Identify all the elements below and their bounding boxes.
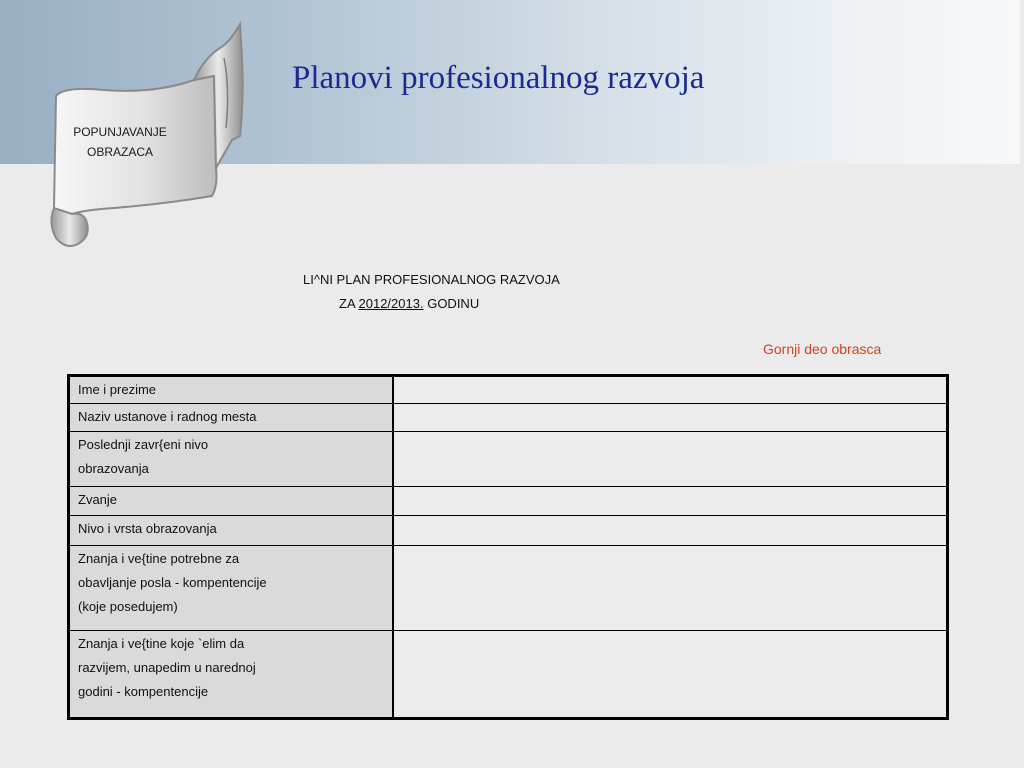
form-label-line: godini - kompentencije — [78, 684, 209, 699]
table-row — [69, 376, 948, 404]
form-label-line: Znanja i ve{tine koje `elim da — [78, 636, 245, 651]
form-label-line: obavljanje posla - kompentencije — [78, 575, 267, 590]
table-row — [69, 432, 948, 487]
form-value-field[interactable] — [393, 487, 948, 516]
table-row — [69, 404, 948, 432]
form-value-field[interactable] — [393, 546, 948, 631]
form-label: Nivo i vrsta obrazovanja — [69, 516, 394, 546]
form-heading — [303, 268, 560, 316]
form-heading-line-1: LI^NI PLAN PROFESIONALNOG RAZVOJA — [303, 272, 560, 287]
table-row — [69, 487, 948, 516]
form-label — [69, 631, 394, 719]
form-value-field[interactable] — [393, 631, 948, 719]
form-label-line: Znanja i ve{tine potrebne za — [78, 551, 240, 566]
table-row — [69, 546, 948, 631]
profile-form-table — [67, 374, 949, 720]
form-value-field[interactable] — [393, 432, 948, 487]
form-value-field[interactable] — [393, 516, 948, 546]
scroll-label-line-1: POPUNJAVANJE — [73, 125, 167, 139]
form-label: Naziv ustanove i radnog mesta — [69, 404, 394, 432]
form-label-line: Poslednji zavr{eni nivo — [78, 437, 209, 452]
form-heading-suffix: GODINU — [423, 296, 480, 311]
table-row — [69, 516, 948, 546]
page-title: Planovi profesionalnog razvoja — [292, 60, 705, 96]
form-label-line: (koje posedujem) — [78, 599, 178, 614]
scroll-label — [60, 122, 180, 162]
form-value-field[interactable] — [393, 376, 948, 404]
section-note: Gornji deo obrasca — [763, 341, 882, 357]
form-label-line: razvijem, unapedim u narednoj — [78, 660, 256, 675]
form-label: Ime i prezime — [69, 376, 394, 404]
form-label — [69, 432, 394, 487]
form-heading-prefix: ZA — [339, 296, 359, 311]
table-row — [69, 631, 948, 719]
form-heading-year: 2012/2013. — [358, 296, 424, 311]
form-heading-line-2 — [303, 292, 560, 316]
form-label — [69, 546, 394, 631]
form-value-field[interactable] — [393, 404, 948, 432]
scroll-label-line-2: OBRAZACA — [86, 145, 153, 159]
form-label: Zvanje — [69, 487, 394, 516]
form-label-line: obrazovanja — [78, 461, 149, 476]
